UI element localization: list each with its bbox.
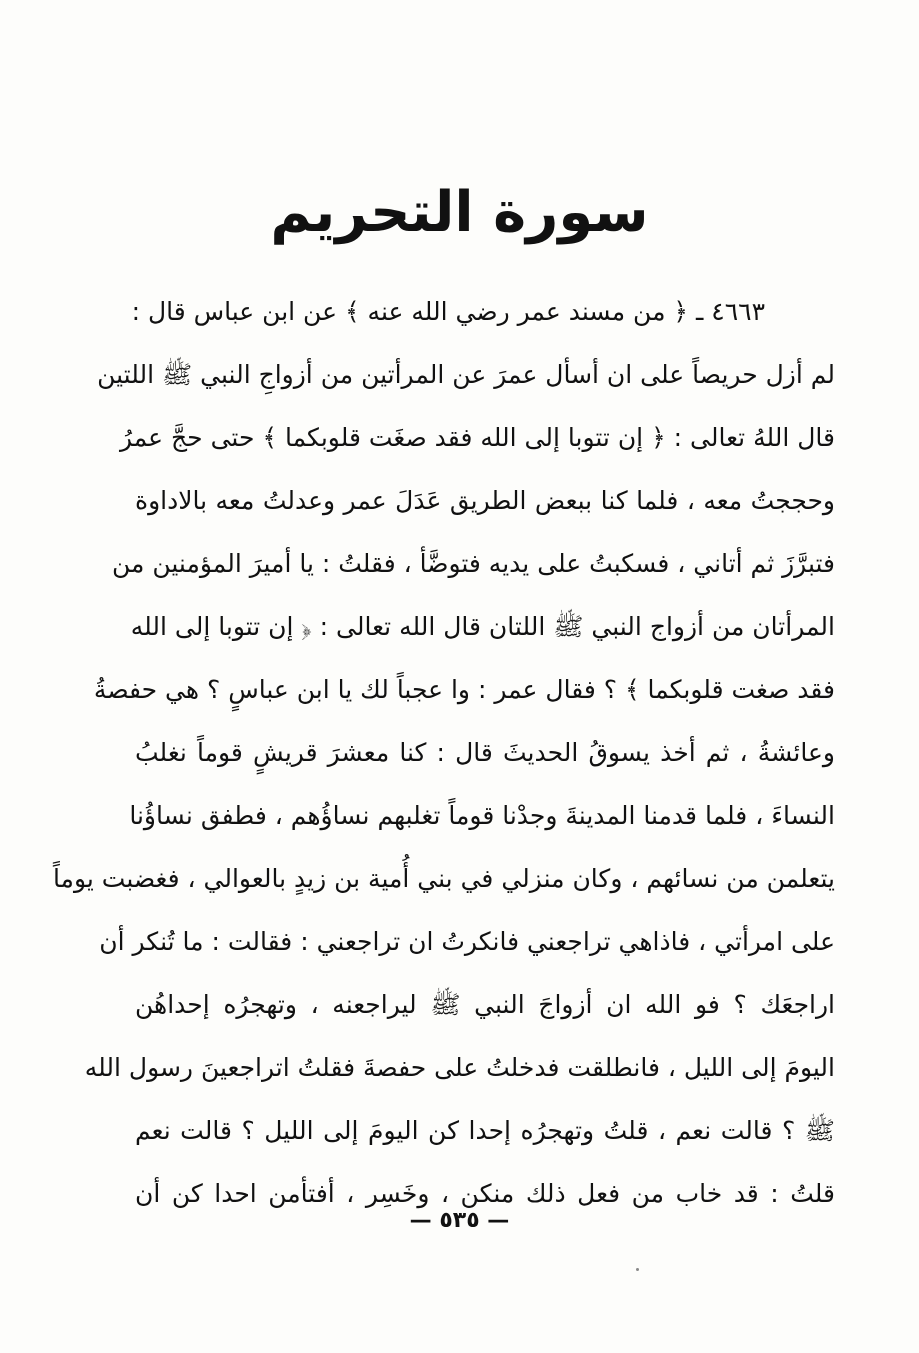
text-line: قال اللهُ تعالى : ﴿ إن تتوبا إلى الله فقد صغَت قلوبكما ﴾ حتى حجَّ عمرُ [119,423,835,452]
text-line: اليومَ إلى الليل ، فانطلقت فدخلتُ على حفصةَ فقلتُ اتراجعينَ رسول الله [84,1053,835,1082]
text-line: فقد صغت قلوبكما ﴾ ؟ فقال عمر : وا عجباً لك يا ابن عباسٍ ؟ هي حفصةُ [93,675,835,704]
surah-title: سورة التحريم [270,180,649,245]
text-line: المرأتان من أزواج النبي ﷺ اللتان قال الله تعالى : ﴿ إن تتوبا إلى الله [130,612,835,641]
text-line: وعائشةُ ، ثم أخذ يسوقُ الحديثَ قال : كنا معشرَ قريشٍ قوماً نغلبُ [135,738,835,767]
text-line: على امرأتي ، فاذاهي تراجعني فانكرتُ ان تراجعني : فقالت : ما تُنكر أن [99,927,835,956]
text-line: قلتُ : قد خاب من فعل ذلك منكن ، وخَسِر ، أفتأمن احدا كن أن [135,1179,835,1208]
text-line: ٤٦٦٣ ـ ﴿ من مسند عمر رضي الله عنه ﴾ عن ابن عباس قال : [131,297,765,326]
page-number: — ٥٣٥ — [409,1208,510,1233]
hadith-text [52,280,835,1225]
text-line: ﷺ ؟ قالت نعم ، قلتُ وتهجرُه إحدا كن اليومَ إلى الليل ؟ قالت نعم [135,1116,835,1145]
text-line: النساءَ ، فلما قدمنا المدينةَ وجدْنا قوماً تغلبهم نساؤُهم ، فطفق نساؤُنا [129,801,835,830]
text-line: فتبرَّزَ ثم أتاني ، فسكبتُ على يديه فتوضَّأ ، فقلتُ : يا أميرَ المؤمنين من [111,549,835,578]
text-line: اراجعَك ؟ فو الله ان أزواجَ النبي ﷺ ليراجعنه ، وتهجرُه إحداهُن [135,990,835,1019]
text-line: وحججتُ معه ، فلما كنا ببعض الطريق عَدَلَ عمر وعدلتُ معه بالاداوة [135,486,835,515]
text-line: لم أزل حريصاً على ان أسأل عمرَ عن المرأتين من أزواجِ النبي ﷺ اللتين [97,360,835,389]
text-line: يتعلمن من نسائهم ، وكان منزلي في بني أُمية بن زيدٍ بالعوالي ، فغضبت يوماً [52,864,835,893]
scan-speck [636,1268,639,1271]
